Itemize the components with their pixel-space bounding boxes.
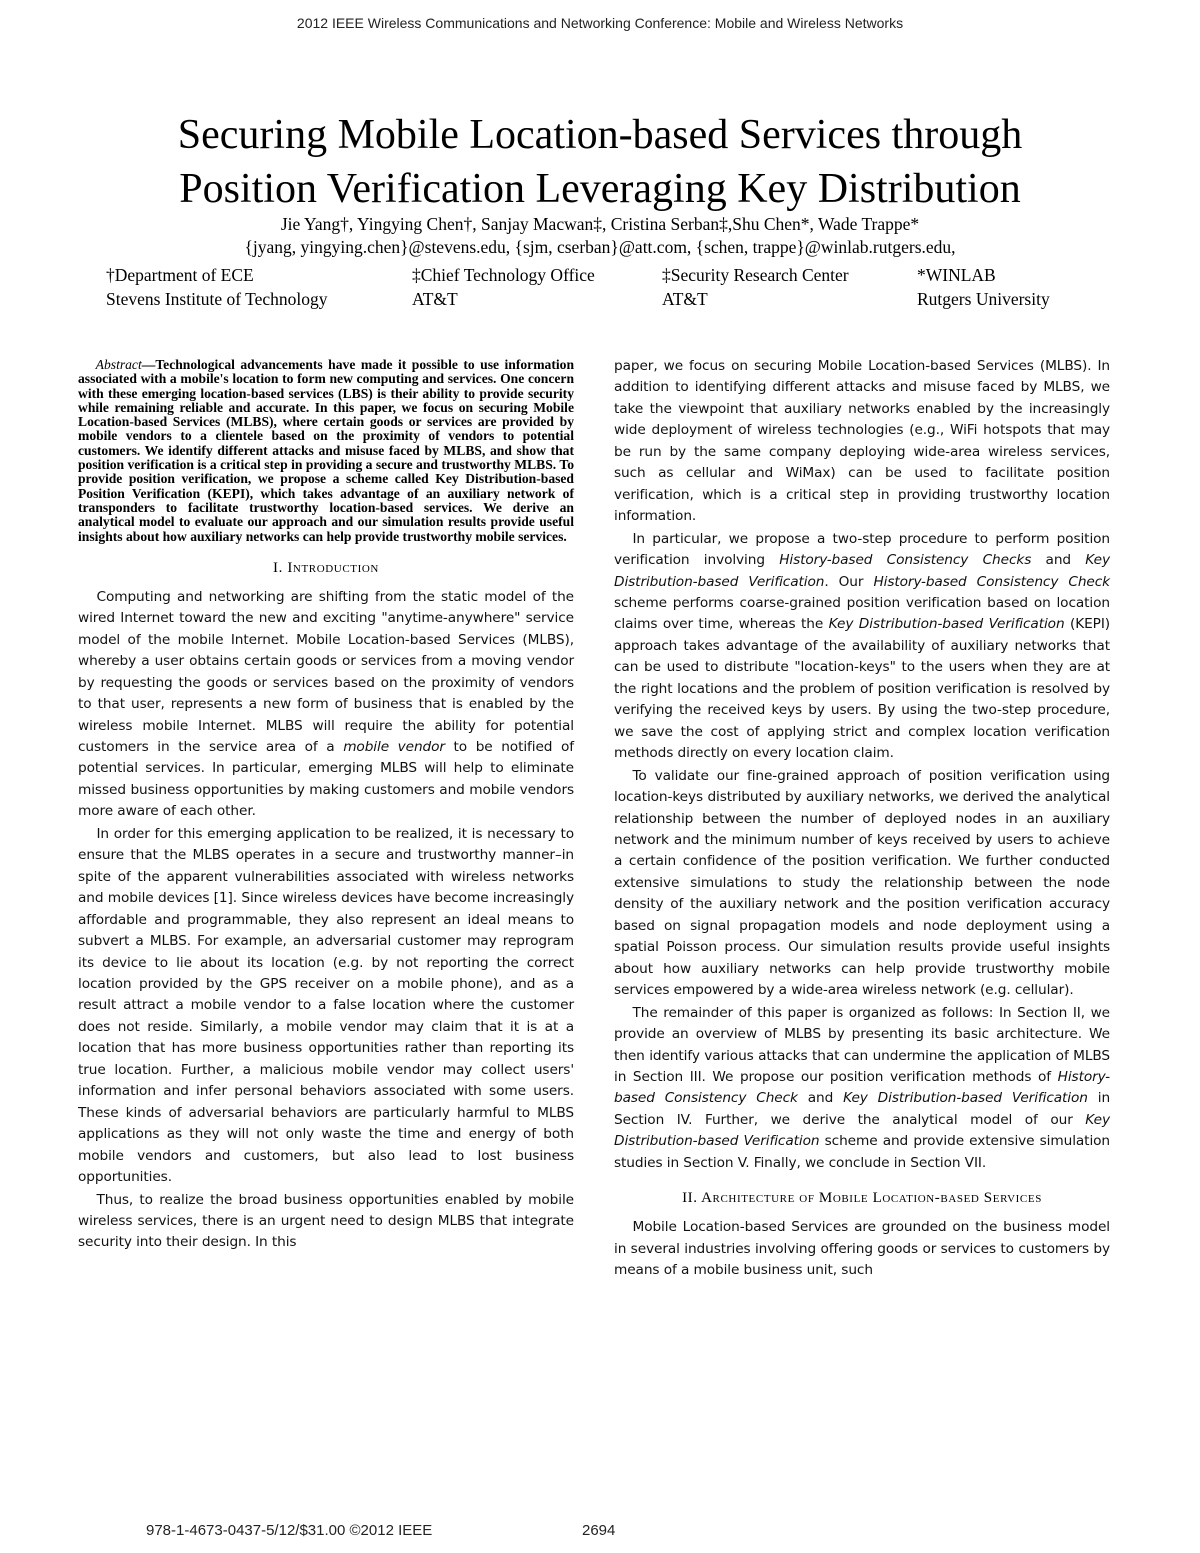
author-emails: {jyang, yingying.chen}@stevens.edu, {sjm, cserban}@att.com, {schen, trappe}@winlab.rutgers.edu, <box>244 237 956 257</box>
affiliation-org: Rutgers University <box>917 289 1050 309</box>
intro-paragraph-5 <box>614 529 1110 765</box>
emphasis-run: History-based Consistency Check <box>614 1068 1110 1107</box>
emphasis-run: Key Distribution-based Verification <box>614 552 1110 590</box>
intro-paragraph-3: Thus, to realize the broad business opportunities enabled by mobile wireless services, there is an urgent need to design MLBS that integrate security into their design. In this <box>78 1191 574 1251</box>
affiliation-dept: †Department of ECE <box>106 265 254 285</box>
emphasis-run: Key Distribution-based Verification <box>843 1090 1088 1107</box>
text-run: scheme performs coarse-grained position verification based on location claims over time, whereas the <box>614 594 1110 633</box>
title-line-2: Position Verification Leveraging Key Distribution <box>179 166 1021 212</box>
text-run: to be notified of potential services. In particular, emerging MLBS will help to eliminate missed business opportunities by making customers and mobile vendors more aware of each other. <box>78 739 574 820</box>
text-run: in Section IV. Further, we derive the analytical model of our <box>614 1090 1111 1128</box>
author-list: Jie Yang†, Yingying Chen†, Sanjay Macwan‡, Cristina Serban‡,Shu Chen*, Wade Trappe* <box>280 214 920 234</box>
right-column <box>614 352 1110 1283</box>
page-number: 2694 <box>582 1522 616 1539</box>
affiliation-dept: ‡Security Research Center <box>662 265 849 285</box>
intro-paragraph-1 <box>78 587 574 823</box>
text-run: The remainder of this paper is organized as follows: In Section II, we provide an overview of MLBS by presenting its basic architecture. We then identify various attacks that can undermine the application of MLBS in Section III. We propose our position verification methods of <box>614 1004 1110 1085</box>
text-run: and <box>1031 552 1086 569</box>
running-header: 2012 IEEE Wireless Communications and Networking Conference: Mobile and Wireless Networks <box>296 15 904 31</box>
emphasis-run: History-based Consistency Checks <box>779 552 1032 569</box>
text-run: and <box>797 1090 844 1107</box>
paper-title <box>40 108 1160 216</box>
affiliation-dept: ‡Chief Technology Office <box>412 265 595 285</box>
intro-paragraph-6: To validate our fine-grained approach of position verification using location-keys distributed by auxiliary networks, we derived the analytical relationship between the number of deployed nodes in an auxiliary network and the minimum number of keys received by users to achieve a certain confidence of the position verification. We further conducted extensive simulations to study the relationship between the node density of the auxiliary network and the position verification accuracy based on signal propagation models and node deployment using a spatial Poisson process. Our simulation results provide useful insights about how auxiliary networks can help provide trustworthy mobile services empowered by a wide-area wireless network (e.g. cellular). <box>614 767 1110 999</box>
left-column <box>78 352 574 1255</box>
affiliation-org: AT&T <box>662 289 708 309</box>
emphasis-run: Key Distribution-based Verification <box>614 1111 1110 1150</box>
abstract-text: —Technological advancements have made it possible to use information associated with a mobile's location to form new computing and services. One concern with these emerging location-based services (LBS) is their ability to provide security while remaining reliable and accurate. In this paper, we focus on securing Mobile Location-based Services (MLBS), where certain goods or services are provided by mobile vendors to a clientele based on the proximity of vendors to potential customers. We identify different attacks and misuse faced by MLBS, and show that position verification is a critical step in providing a secure and trustworthy MLBS. To provide position verification, we propose a scheme called Key Distribution-based Position Verification (KEPI), which takes advantage of an auxiliary network of transponders to facilitate trustworthy location-based services. We derive an analytical model to evaluate our approach and our simulation results provide useful insights about how auxiliary networks can help provide trustworthy mobile services. <box>78 357 574 544</box>
affiliation-dept: *WINLAB <box>917 265 996 285</box>
affiliation-att-src <box>662 263 849 311</box>
affiliation-stevens <box>106 263 328 311</box>
intro-paragraph-4: paper, we focus on securing Mobile Location-based Services (MLBS). In addition to identifying different attacks and misuse faced by MLBS, we take the viewpoint that auxiliary networks enabled by the increasingly wide deployment of wireless technologies (e.g., WiFi hotspots that may be run by the same company deploying wide-area wireless services, such as cellular and WiMax) can be used to facilitate position verification, which is a critical step in providing trustworthy location information. <box>614 358 1110 525</box>
section-heading-introduction: I. Introduction <box>273 559 379 576</box>
abstract-label: Abstract <box>95 357 142 372</box>
section-heading-architecture: II. Architecture of Mobile Location-based Services <box>682 1190 1042 1207</box>
copyright-notice: 978-1-4673-0437-5/12/$31.00 ©2012 IEEE <box>146 1522 433 1539</box>
text-run: . Our <box>824 573 874 590</box>
title-line-1: Securing Mobile Location-based Services through <box>177 112 1023 158</box>
emphasis-run: mobile vendor <box>343 739 445 756</box>
intro-paragraph-2: In order for this emerging application to be realized, it is necessary to ensure that the MLBS operates in a secure and trustworthy manner–in spite of the apparent vulnerabilities associated with wireless networks and mobile devices [1]. Since wireless devices have become increasingly affordable and programmable, they also represent an ideal means to subvert a MLBS. For example, an adversarial customer may reprogram its device to lie about its location (e.g. by not reporting the correct location provided by the GPS receiver on a mobile phone), and as a result attract a mobile vendor to a false location where the customer does not reside. Similarly, a mobile vendor may claim that it is at a location that has more business opportunities rather than reporting its true location. Further, a malicious mobile vendor may collect users' information and infer personal behaviors associated with some users. These kinds of adversarial behaviors are particularly harmful to MLBS applications as they will not only waste the time and energy of both mobile vendors and customers, but also lead to lost business opportunities. <box>78 825 574 1186</box>
abstract <box>78 358 574 544</box>
affiliation-winlab <box>917 263 1050 311</box>
text-run: Computing and networking are shifting from the static model of the wired Internet toward the new and exciting "anytime-anywhere" service model of the mobile Internet. Mobile Location-based Services (MLBS), whereby a user obtains certain goods or services from a moving vendor by requesting the goods or services based on the proximity of vendors to that user, represents a new form of business that is enabled by the wireless mobile Internet. MLBS will require the ability for potential customers in the service area of a <box>78 588 574 756</box>
emphasis-run: Key Distribution-based Verification <box>828 616 1065 633</box>
text-run: In particular, we propose a two-step procedure to perform position verification involving <box>614 530 1110 569</box>
affiliation-att-cto <box>412 263 595 311</box>
text-run: scheme and provide extensive simulation studies in Section V. Finally, we conclude in Section VII. <box>614 1133 1111 1171</box>
emphasis-run: History-based Consistency Check <box>873 573 1110 590</box>
intro-paragraph-7 <box>614 1003 1110 1175</box>
affiliation-org: AT&T <box>412 289 458 309</box>
affiliation-org: Stevens Institute of Technology <box>106 289 328 309</box>
architecture-paragraph-1: Mobile Location-based Services are grounded on the business model in several industries involving offering goods or services to customers by means of a mobile business unit, such <box>614 1219 1110 1279</box>
text-run: (KEPI) approach takes advantage of the availability of auxiliary networks that can be used to distribute "location-keys" to the users when they are at the right locations and the problem of position verification is resolved by verifying the received keys by users. By using the two-step procedure, we save the cost of applying strict and complex location verification methods directly on every location claim. <box>614 616 1111 762</box>
